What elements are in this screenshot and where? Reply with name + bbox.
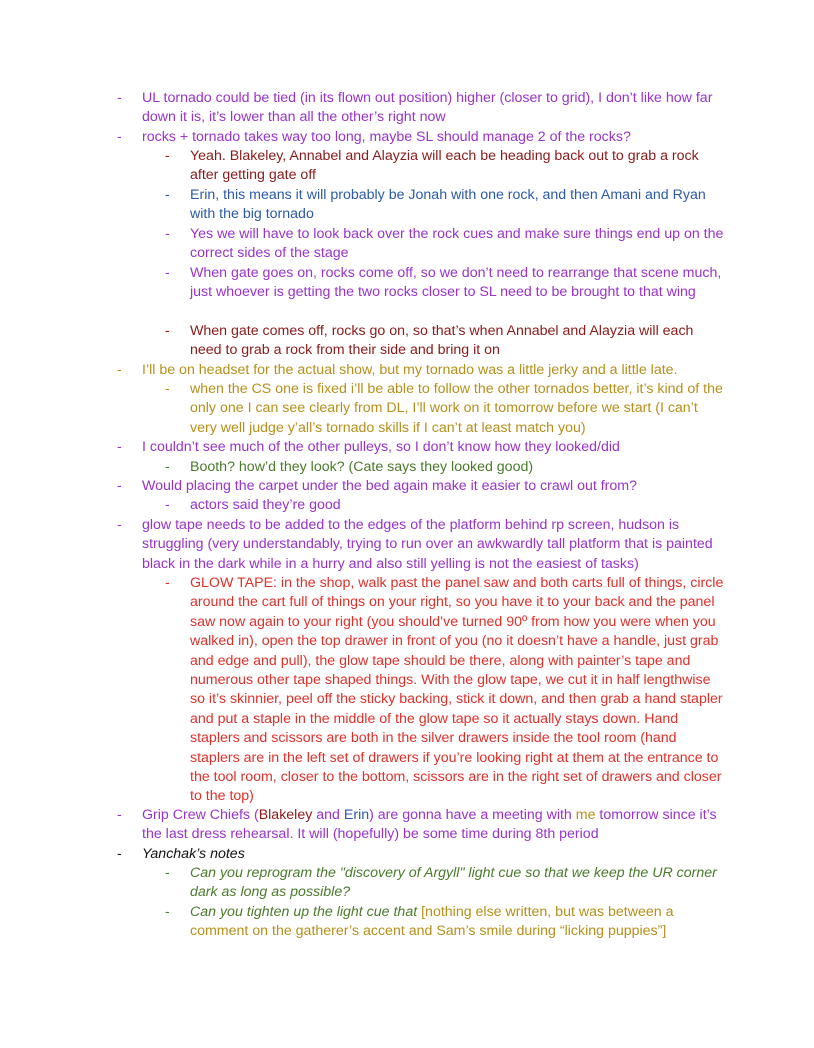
list-item — [165, 458, 727, 477]
list-item — [117, 806, 727, 845]
bullet-dash: - — [165, 265, 170, 281]
list-item — [165, 380, 727, 438]
note-text: UL tornado could be tied (in its flown out position) higher (closer to grid), I don’t like how far down it is, it’s lower than all the other’s right now — [142, 90, 713, 126]
list-item — [165, 903, 727, 942]
bullet-dash: - — [165, 148, 170, 164]
note-text: Can you reprogram the "discovery of Argyll" light cue so that we keep the UR corner dark as long as possible? — [190, 865, 717, 901]
note-text: Booth? how’d they look? (Cate says they looked good) — [190, 459, 534, 475]
bullet-dash: - — [117, 478, 122, 494]
bullet-dash: - — [117, 90, 122, 106]
list-item — [117, 477, 727, 496]
note-text: actors said they’re good — [190, 497, 341, 513]
note-text: when the CS one is fixed i’ll be able to follow the other tornados better, it’s kind of the only one I can see clearly from DL, I’ll work on it tomorrow before we start (I can’t very well judge y’all’s tornado skills if I can’t at least match you) — [190, 381, 723, 436]
note-text: I’ll be on headset for the actual show, but my tornado was a little jerky and a little late. — [142, 362, 678, 378]
bullet-dash: - — [117, 129, 122, 145]
list-item — [165, 496, 727, 515]
list-item — [117, 89, 727, 128]
list-item — [165, 264, 727, 303]
bullet-dash: - — [165, 904, 170, 920]
note-segment: Grip Crew Chiefs ( — [142, 807, 259, 823]
list-item — [117, 516, 727, 574]
note-text: rocks + tornado takes way too long, maybe SL should manage 2 of the rocks? — [142, 129, 631, 145]
note-text: Would placing the carpet under the bed again make it easier to crawl out from? — [142, 478, 638, 494]
note-text — [190, 903, 727, 942]
note-text: When gate comes off, rocks go on, so that’s when Annabel and Alayzia will each need to grab a rock from their side and bring it on — [190, 323, 694, 359]
bullet-dash: - — [165, 865, 170, 881]
bullet-dash: - — [165, 575, 170, 591]
list-item — [165, 864, 727, 903]
list-item — [165, 225, 727, 264]
note-text: Yes we will have to look back over the rock cues and make sure things end up on the correct sides of the stage — [190, 226, 724, 262]
bullet-dash: - — [117, 439, 122, 455]
note-text: Yeah. Blakeley, Annabel and Alayzia will each be heading back out to grab a rock after getting gate off — [190, 148, 699, 184]
bullet-dash: - — [165, 226, 170, 242]
note-segment: Can you tighten up the light cue that — [190, 904, 422, 920]
note-segment: tomorrow since it’s the last dress rehearsal. It will (hopefully) be some time during 8th period — [142, 807, 717, 843]
bullet-dash: - — [117, 807, 122, 823]
note-text: I couldn’t see much of the other pulleys, so I don’t know how they looked/did — [142, 439, 620, 455]
bullet-dash: - — [165, 323, 170, 339]
name-erin: Erin — [343, 807, 370, 823]
list-item — [165, 322, 727, 361]
name-blakeley: Blakeley — [258, 807, 313, 823]
note-segment: and — [312, 807, 344, 823]
note-text: GLOW TAPE: in the shop, walk past the panel saw and both carts full of things, circle around the cart full of things on your right, so you have it to your back and the panel saw now again to your right (you should’ve turned 90º from how you were when you walked in), open the top drawer in front of you (no it doesn’t have a handle, just grab and edge and pull), the glow tape should be there, along with painter’s tape and numerous other tape shaped things. With the glow tape, we cut it in half lengthwise so it’s skinnier, peel off the sticky backing, stick it down, and then grab a hand stapler and put a staple in the middle of the glow tape so it actually stays down. Hand staplers and scissors are both in the silver drawers inside the tool room (hand staplers are in the left set of drawers if you’re looking right at them at the entrance to the tool room, closer to the bottom, scissors are in the right set of drawers and closer to the top) — [190, 575, 724, 805]
bullet-dash: - — [165, 497, 170, 513]
list-item — [117, 128, 727, 147]
bullet-dash: - — [165, 381, 170, 397]
list-item — [117, 845, 727, 864]
note-text: glow tape needs to be added to the edges of the platform behind rp screen, hudson is struggling (very understandably, trying to run over an awkwardly tall platform that is painted black in the dark while in a hurry and also still yelling is not the easiest of tasks) — [142, 517, 713, 572]
list-item — [165, 186, 727, 225]
note-segment-bracketed: [nothing else written, but was between a comment on the gatherer’s accent and Sam’s smile during “licking puppies”] — [190, 904, 674, 940]
name-me: me — [575, 807, 596, 823]
note-text: When gate goes on, rocks come off, so we don’t need to rearrange that scene much, just whoever is getting the two rocks closer to SL need to be brought to that wing — [190, 265, 722, 301]
bullet-dash: - — [117, 362, 122, 378]
bullet-dash: - — [165, 459, 170, 475]
bullet-dash: - — [117, 517, 122, 533]
list-item — [165, 574, 727, 807]
bullet-dash: - — [117, 846, 122, 862]
list-item — [165, 147, 727, 186]
section-heading: Yanchak’s notes — [142, 846, 245, 862]
note-segment: ) are gonna have a meeting with — [369, 807, 576, 823]
note-text: Erin, this means it will probably be Jonah with one rock, and then Amani and Ryan with the big tornado — [190, 187, 706, 223]
bullet-dash: - — [165, 187, 170, 203]
note-text — [142, 806, 727, 845]
list-item — [117, 438, 727, 457]
list-item — [117, 361, 727, 380]
